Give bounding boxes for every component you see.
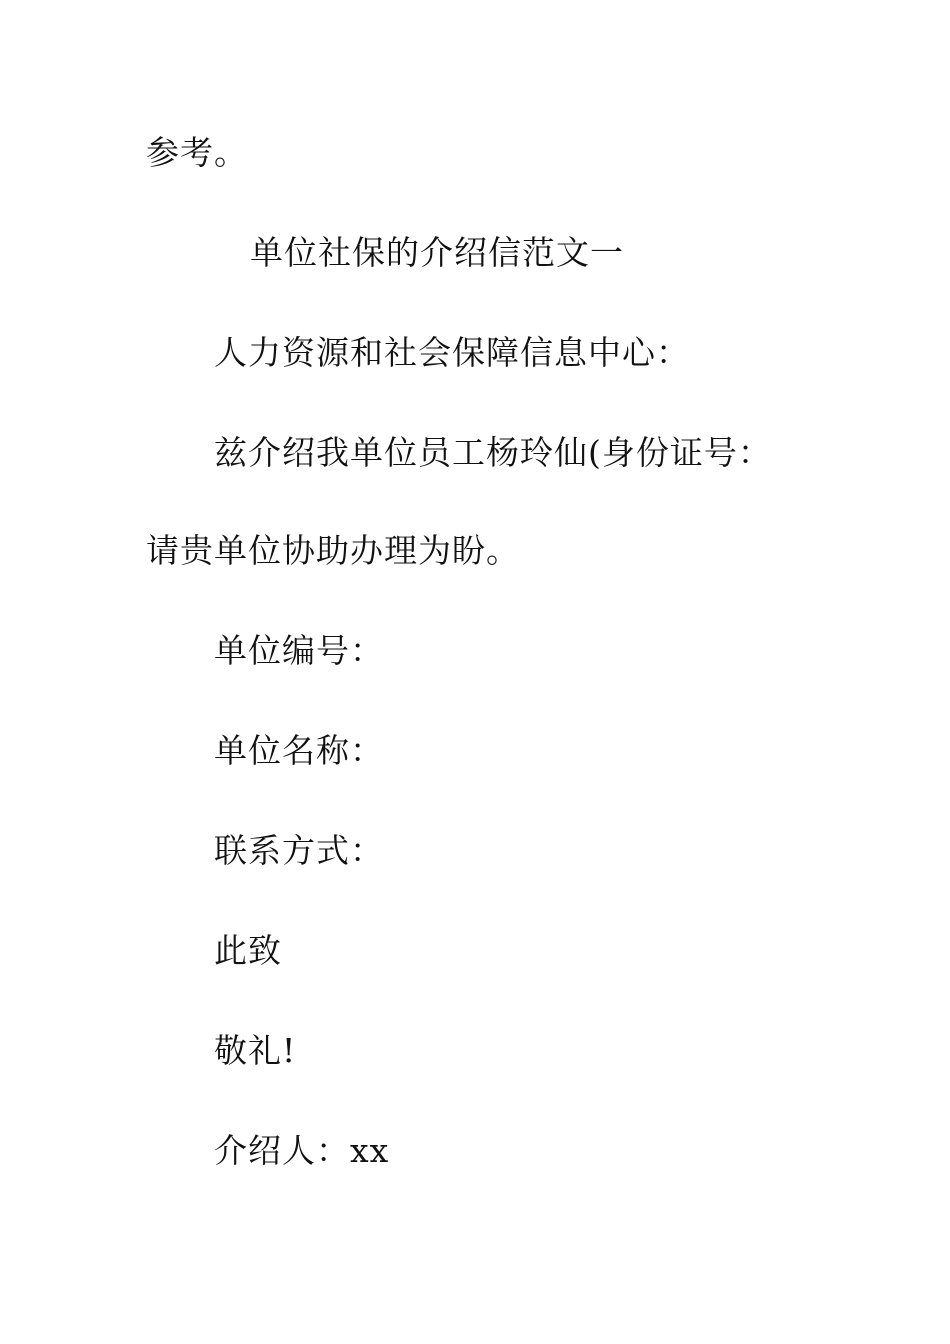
request-line: 请贵单位协助办理为盼。 <box>146 531 520 570</box>
contact-line: 联系方式： <box>214 831 384 870</box>
document-title: 单位社保的介绍信范文一 <box>250 233 624 272</box>
introducer-line: 介绍人：xx <box>214 1131 390 1170</box>
unit-name-line: 单位名称： <box>214 731 384 770</box>
salutation-line: 敬礼! <box>214 1031 297 1070</box>
text-line-reference: 参考。 <box>146 133 248 172</box>
unit-number-line: 单位编号： <box>214 631 384 670</box>
closing-line: 此致 <box>214 931 282 970</box>
recipient-line: 人力资源和社会保障信息中心： <box>214 333 690 372</box>
introduction-line: 兹介绍我单位员工杨玲仙(身份证号： <box>214 433 772 472</box>
